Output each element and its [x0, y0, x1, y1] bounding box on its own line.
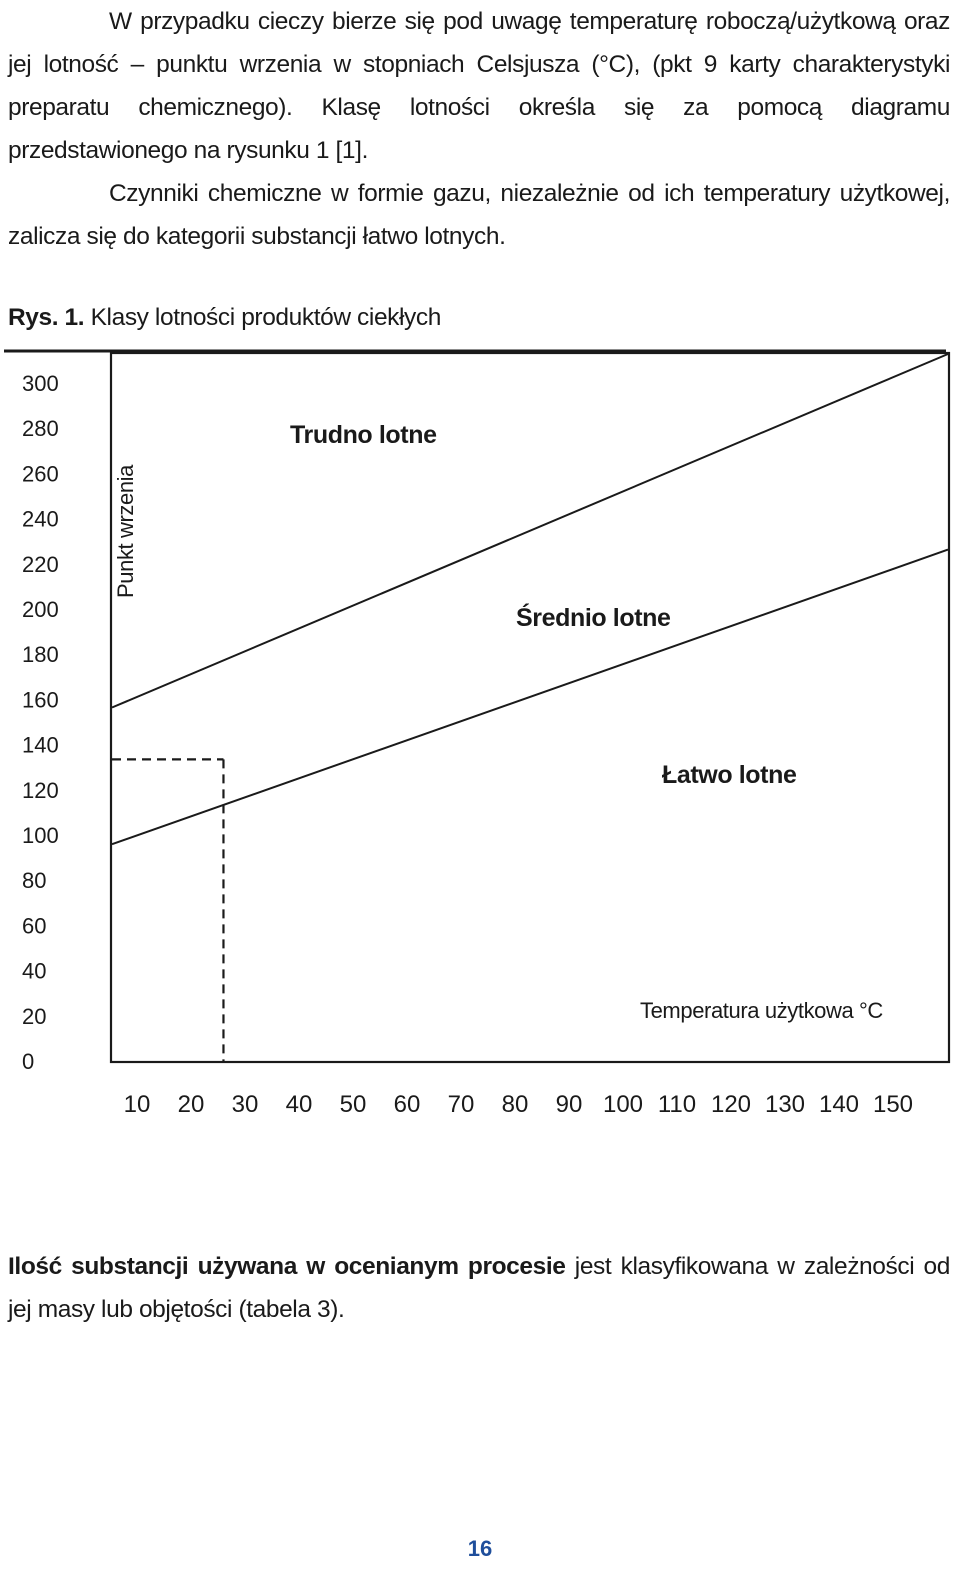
region-label-srednio: Średnio lotne: [516, 604, 671, 632]
y-tick-label: 60: [22, 913, 47, 939]
y-tick-label: 40: [22, 958, 47, 984]
x-tick-label: 80: [501, 1091, 529, 1118]
paragraph-quantity-text: jest klasyfikowana w zależności od jej masy lub objętości (tabela 3).: [8, 1253, 950, 1323]
x-tick-label: 30: [231, 1091, 259, 1118]
y-tick-label: 220: [22, 551, 59, 577]
y-tick-label: 0: [22, 1049, 35, 1074]
boundary-lines: [112, 354, 948, 844]
y-tick-label: 20: [22, 1003, 47, 1029]
x-tick-label: 90: [555, 1091, 583, 1118]
x-tick-label: 60: [393, 1091, 421, 1118]
y-tick-label: 260: [22, 461, 59, 487]
x-tick-label: 70: [447, 1091, 475, 1118]
y-tick-label: 280: [22, 416, 59, 442]
x-tick-label: 140: [818, 1091, 860, 1118]
y-tick-label: 200: [22, 597, 59, 622]
paragraph-gases: [8, 172, 950, 258]
paragraph-volatility: [8, 0, 950, 172]
volatility-boundary-line: [112, 550, 948, 845]
x-axis-label: Temperatura użytkowa °C: [640, 998, 883, 1023]
x-tick-label: 10: [123, 1091, 151, 1118]
y-tick-label: 120: [22, 777, 59, 803]
paragraph-gases-text: Czynniki chemiczne w formie gazu, niezależnie od ich temperatury użytkowej, zalicza się do kategorii substancji łatwo lotnych.: [8, 180, 950, 250]
x-tick-labels: [124, 1091, 913, 1118]
y-axis-label: Punkt wrzenia: [113, 465, 138, 598]
y-tick-label: 240: [22, 506, 59, 532]
plot-frame: [111, 353, 949, 1062]
paragraph-quantity: [8, 1245, 950, 1331]
y-tick-label: 180: [22, 642, 59, 668]
figure-caption-text: Klasy lotności produktów ciekłych: [84, 304, 441, 331]
volatility-boundary-line: [112, 354, 948, 708]
y-tick-label: 80: [22, 868, 47, 894]
reference-dashed-lines: [112, 759, 223, 1061]
x-tick-label: 150: [872, 1091, 914, 1118]
page-number: 16: [467, 1536, 493, 1561]
region-label-latwo: Łatwo lotne: [662, 761, 797, 789]
x-tick-label: 120: [710, 1091, 752, 1118]
figure-caption: [8, 304, 441, 332]
figure-caption-prefix: Rys. 1.: [8, 304, 85, 331]
x-tick-label: 20: [177, 1091, 205, 1118]
x-tick-label: 110: [657, 1091, 697, 1118]
y-tick-label: 140: [22, 732, 59, 758]
y-tick-label: 160: [22, 687, 59, 713]
x-tick-label: 40: [285, 1091, 313, 1118]
y-tick-label: 300: [22, 371, 59, 396]
region-label-trudno: Trudno lotne: [290, 421, 437, 449]
x-tick-label: 50: [339, 1091, 367, 1118]
paragraph-volatility-text: W przypadku cieczy bierze się pod uwagę temperaturę roboczą/użytkową oraz jej lotność – punktu wrzenia w stopniach Celsjusza (°C), (pkt 9 karty charakterystyki preparatu chemicznego). Klasę lotności określa się za pomocą diagramu przedstawionego na rysunku 1 [1].: [8, 8, 950, 164]
x-tick-label: 130: [764, 1091, 806, 1118]
y-tick-labels: [22, 371, 59, 1074]
paragraph-quantity-bold: Ilość substancji używana w ocenianym procesie: [8, 1253, 566, 1280]
x-tick-label: 100: [602, 1091, 644, 1118]
y-tick-label: 100: [22, 823, 59, 848]
